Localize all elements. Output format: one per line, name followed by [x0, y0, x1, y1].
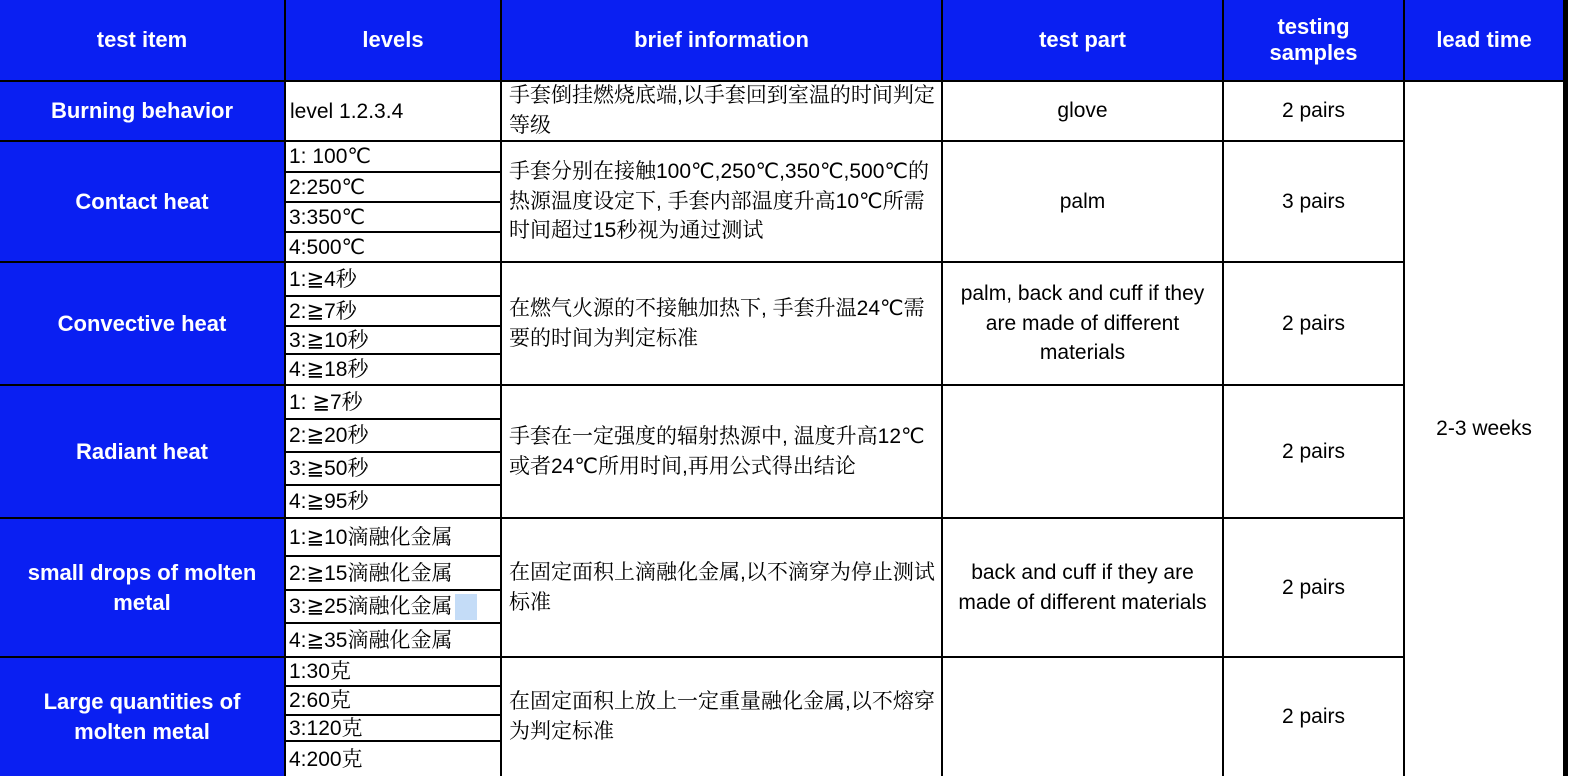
level-cell[interactable]: 1:≧4秒: [286, 263, 502, 297]
level-cell[interactable]: 1:≧10滴融化金属: [286, 519, 502, 557]
level-cell[interactable]: 3:≧50秒: [286, 453, 502, 486]
brief-info-cell[interactable]: 在固定面积上放上一定重量融化金属,以不熔穿为判定标准: [502, 658, 943, 776]
testing-samples-cell[interactable]: 2 pairs: [1224, 263, 1405, 386]
brief-info-cell[interactable]: 手套倒挂燃烧底端,以手套回到室温的时间判定等级: [502, 82, 943, 142]
level-cell[interactable]: level 1.2.3.4: [286, 82, 502, 142]
header-testing-samples[interactable]: testing samples: [1224, 0, 1405, 82]
test-item-large-quantities-molten-metal[interactable]: Large quantities of molten metal: [0, 658, 286, 776]
header-lead-time[interactable]: lead time: [1405, 0, 1565, 82]
brief-info-cell[interactable]: 在固定面积上滴融化金属,以不滴穿为停止测试标准: [502, 519, 943, 658]
brief-info-cell[interactable]: 在燃气火源的不接触加热下, 手套升温24℃需要的时间为判定标准: [502, 263, 943, 386]
level-cell[interactable]: 3:120克: [286, 716, 502, 742]
header-levels[interactable]: levels: [286, 0, 502, 82]
level-cell[interactable]: 2:250℃: [286, 173, 502, 203]
level-cell[interactable]: 4:≧95秒: [286, 486, 502, 519]
testing-samples-cell[interactable]: 2 pairs: [1224, 519, 1405, 658]
level-cell-selected[interactable]: [286, 591, 502, 624]
test-item-small-drops-molten-metal[interactable]: small drops of molten metal: [0, 519, 286, 658]
test-part-cell[interactable]: [943, 658, 1224, 776]
lead-time-cell[interactable]: 2-3 weeks: [1405, 82, 1565, 776]
brief-info-cell[interactable]: 手套在一定强度的辐射热源中, 温度升高12℃或者24℃所用时间,再用公式得出结论: [502, 386, 943, 519]
cell-selection-highlight: [455, 594, 477, 620]
test-part-cell[interactable]: palm, back and cuff if they are made of different materials: [943, 263, 1224, 386]
test-part-cell[interactable]: palm: [943, 142, 1224, 263]
testing-samples-cell[interactable]: 2 pairs: [1224, 658, 1405, 776]
header-test-item[interactable]: test item: [0, 0, 286, 82]
level-cell[interactable]: 4:200克: [286, 742, 502, 776]
level-cell[interactable]: 2:≧20秒: [286, 420, 502, 453]
level-cell[interactable]: 4:≧35滴融化金属: [286, 624, 502, 658]
header-brief-information[interactable]: brief information: [502, 0, 943, 82]
testing-samples-cell[interactable]: 2 pairs: [1224, 82, 1405, 142]
test-item-burning-behavior[interactable]: Burning behavior: [0, 82, 286, 142]
test-item-radiant-heat[interactable]: Radiant heat: [0, 386, 286, 519]
level-cell[interactable]: 2:60克: [286, 687, 502, 716]
level-cell[interactable]: 2:≧15滴融化金属: [286, 557, 502, 591]
level-cell[interactable]: 1: ≧7秒: [286, 386, 502, 420]
test-item-contact-heat[interactable]: Contact heat: [0, 142, 286, 263]
level-cell[interactable]: 4:≧18秒: [286, 355, 502, 386]
test-part-cell[interactable]: glove: [943, 82, 1224, 142]
testing-samples-cell[interactable]: 3 pairs: [1224, 142, 1405, 263]
test-item-convective-heat[interactable]: Convective heat: [0, 263, 286, 386]
level-cell[interactable]: 3:≧10秒: [286, 327, 502, 355]
level-cell[interactable]: 2:≧7秒: [286, 297, 502, 327]
level-cell[interactable]: 3:350℃: [286, 203, 502, 233]
level-cell[interactable]: 1: 100℃: [286, 142, 502, 173]
level-cell[interactable]: 4:500℃: [286, 233, 502, 263]
testing-samples-cell[interactable]: 2 pairs: [1224, 386, 1405, 519]
test-part-cell[interactable]: back and cuff if they are made of different materials: [943, 519, 1224, 658]
level-text: 3:≧25滴融化金属: [289, 595, 453, 618]
test-part-cell[interactable]: [943, 386, 1224, 519]
level-cell[interactable]: 1:30克: [286, 658, 502, 687]
brief-info-cell[interactable]: 手套分别在接触100℃,250℃,350℃,500℃的热源温度设定下, 手套内部温度升高10℃所需时间超过15秒视为通过测试: [502, 142, 943, 263]
table-right-border: [1564, 0, 1568, 776]
header-test-part[interactable]: test part: [943, 0, 1224, 82]
